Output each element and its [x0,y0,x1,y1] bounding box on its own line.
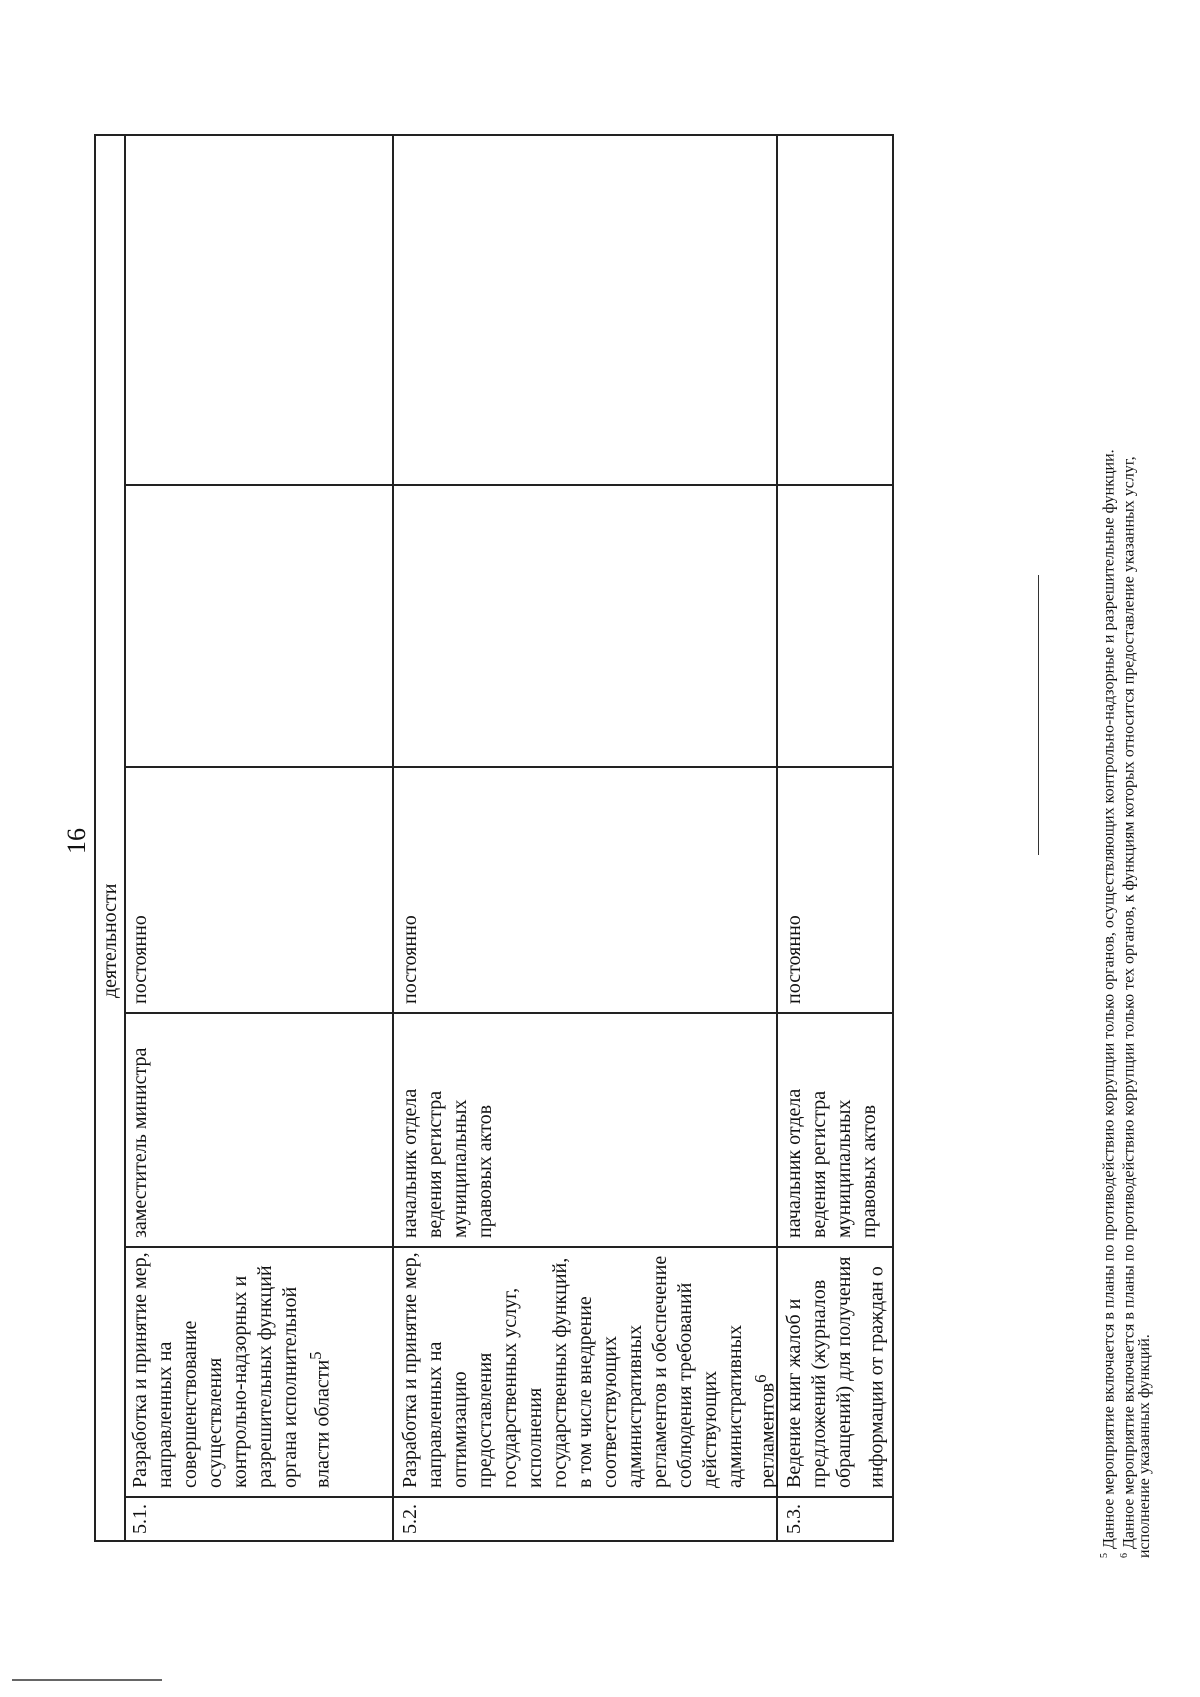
row-divider [124,136,126,1540]
footnote-mark: 5 [306,1351,325,1360]
responsible-text: заместитель министра [129,1047,151,1238]
footnote-6: $^6$ Данное мероприятие включается в планы по противодействию коррупции только тех органов, к функциям которых относится предоставление указанных услуг, [1119,456,1138,1558]
row-number: 5.3. [783,1504,805,1534]
footnote-separator [1038,575,1039,855]
row-divider [392,136,394,1540]
row-number: 5.1. [129,1504,151,1534]
term-text: постоянно [129,915,151,1004]
measure-text: Ведение книг жалоб и предложений (журналов обращений) для получения информации от граждан о [783,1256,888,1488]
measure-text: Разработка и принятие мер, направленных на совершенствование осуществления контрольно-надзорных и разрешительных функций органа исполнительной власти области$^5$ [129,1252,334,1488]
column-divider [124,766,894,768]
term-text: постоянно [399,915,421,1004]
scan-edge-line [12,1679,162,1681]
header-cell-activity: деятельности [99,883,121,998]
page-number: 16 [62,828,91,854]
footnote-5: $^5$ Данное мероприятие включается в планы по противодействию коррупции только органов, осуществляющих контрольно-надзорные и разрешительные функции. [1099,449,1118,1558]
document-page [38,70,1158,1660]
column-divider [124,484,894,486]
column-divider [124,1012,894,1014]
measures-table [94,134,894,1542]
row-number: 5.2. [399,1504,421,1534]
responsible-text: начальник отдела ведения регистра муниципальных правовых актов [783,1088,880,1238]
column-divider [124,1246,894,1248]
term-text: постоянно [783,915,805,1004]
column-divider [124,1496,894,1498]
footnote-mark: 6 [751,1374,770,1383]
footnote-6-continued: исполнение указанных функций. [1136,1334,1153,1558]
measure-text: Разработка и принятие мер, направленных на оптимизацию предоставления государственных услуг, исполнения государственных функций, в том числе внедрение соответствующих административных регламентов и обеспечение соблюдения требований действующих административных регламентов$^6$ [399,1252,779,1488]
responsible-text: начальник отдела ведения регистра муниципальных правовых актов [399,1088,496,1238]
